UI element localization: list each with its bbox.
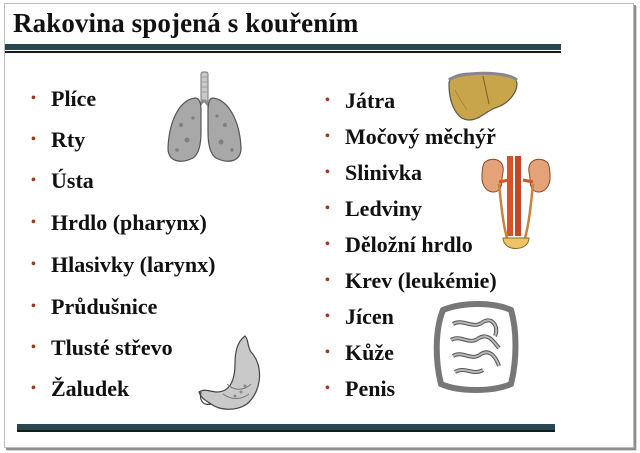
bullet-icon: • — [325, 273, 330, 288]
kidneys-bladder-icon — [479, 154, 553, 258]
title-rule-thick — [5, 44, 561, 50]
bullet-icon: • — [325, 93, 330, 108]
intestines-icon — [433, 300, 519, 396]
bullet-icon: • — [31, 91, 36, 106]
list-item: • Ústa — [31, 168, 94, 193]
list-item: • Děložní hrdlo — [325, 232, 473, 257]
bullet-icon: • — [325, 309, 330, 324]
list-item: • Žaludek — [31, 376, 130, 401]
bullet-icon: • — [31, 173, 36, 188]
bullet-icon: • — [31, 340, 36, 355]
list-item: • Hlasivky (larynx) — [31, 252, 216, 277]
lungs-icon — [165, 70, 243, 166]
list-item: • Tlusté střevo — [31, 335, 173, 360]
liver-icon — [445, 70, 521, 122]
bullet-icon: • — [31, 132, 36, 147]
list-item: • Ledviny — [325, 196, 423, 221]
bullet-icon: • — [325, 381, 330, 396]
list-item: • Plíce — [31, 86, 97, 111]
list-item: • Játra — [325, 88, 396, 113]
bullet-icon: • — [31, 215, 36, 230]
bullet-icon: • — [325, 201, 330, 216]
list-item: • Jícen — [325, 304, 394, 329]
bullet-icon: • — [325, 345, 330, 360]
list-item: • Kůže — [325, 340, 394, 365]
list-item: • Rty — [31, 127, 86, 152]
bullet-icon: • — [31, 381, 36, 396]
list-item: • Slinivka — [325, 160, 423, 185]
stomach-icon — [197, 334, 267, 414]
list-item: • Průdušnice — [31, 294, 158, 319]
slide — [4, 3, 634, 448]
list-item: • Krev (leukémie) — [325, 268, 497, 293]
bullet-icon: • — [31, 257, 36, 272]
footer-rule-thin — [17, 430, 555, 432]
bullet-icon: • — [31, 299, 36, 314]
bullet-icon: • — [325, 237, 330, 252]
bullet-icon: • — [325, 129, 330, 144]
bullet-icon: • — [325, 165, 330, 180]
list-item: • Penis — [325, 376, 396, 401]
list-item: • Hrdlo (pharynx) — [31, 210, 207, 235]
list-item: • Močový měchýř — [325, 124, 496, 149]
slide-title: Rakovina spojená s kouřením — [13, 8, 359, 38]
title-rule-thin — [5, 51, 561, 53]
